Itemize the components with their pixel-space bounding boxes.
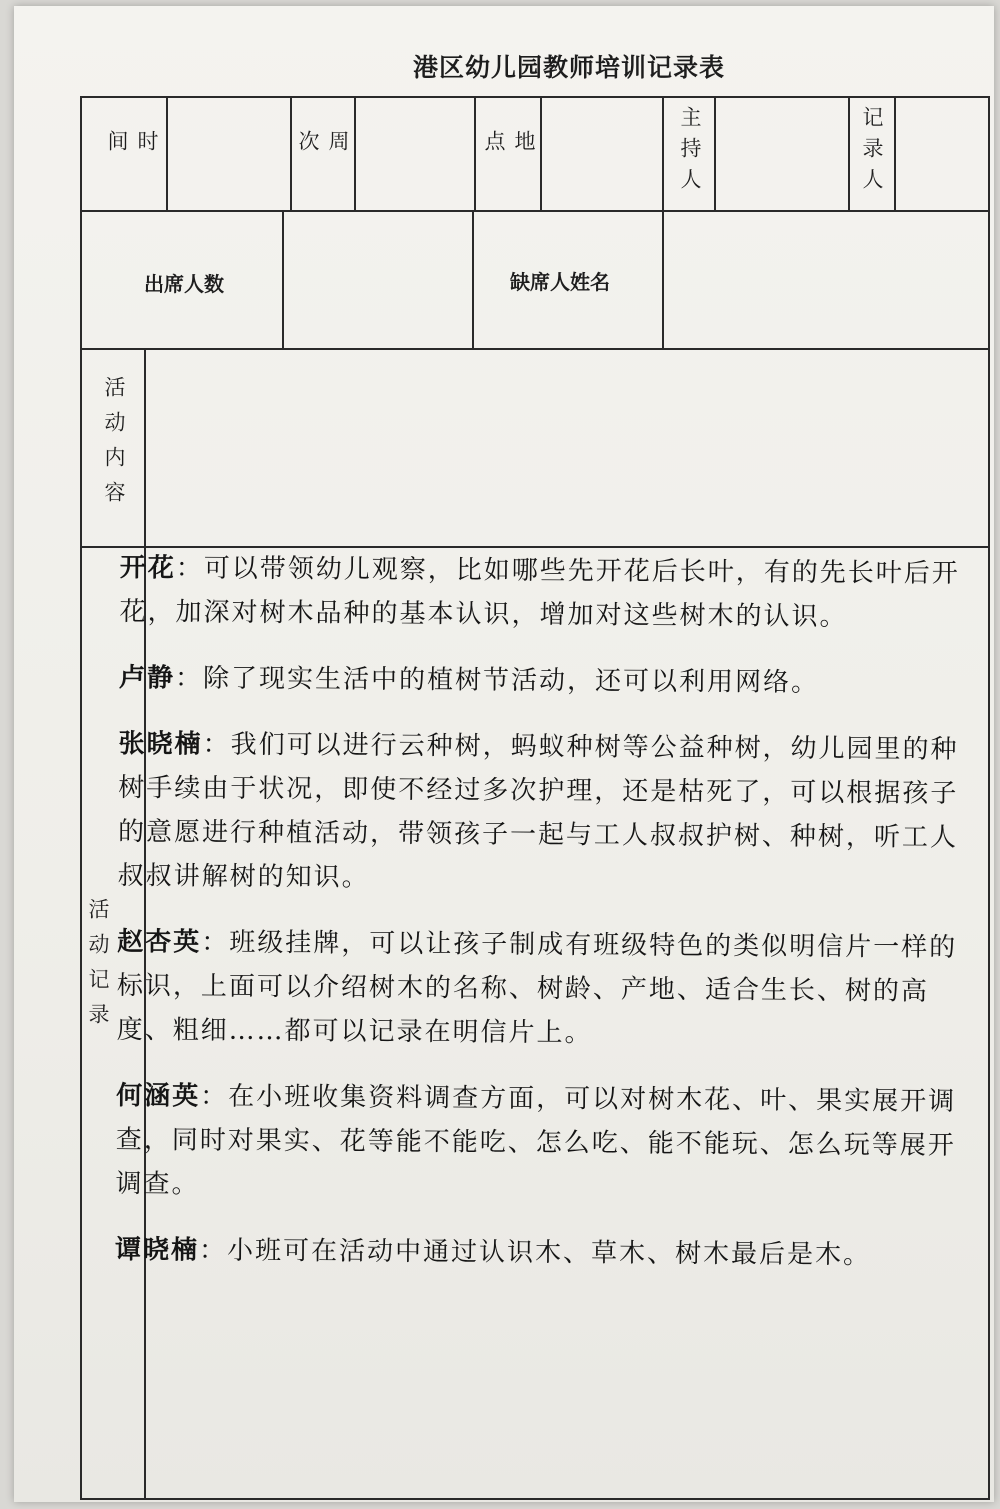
col-divider <box>662 98 664 210</box>
col-divider <box>662 210 664 348</box>
col-divider <box>282 210 284 348</box>
recorder-label <box>852 106 892 206</box>
note-speaker: 何涵英 <box>116 1080 201 1112</box>
week-label-text: 周次 <box>296 129 350 181</box>
note-text: ：可以带领幼儿观察，比如哪些先开花后长叶，有的先长叶后开花，加深对树木品种的基本认识，增加对这些树木的认识。 <box>119 553 960 633</box>
col-divider <box>540 98 542 210</box>
col-divider <box>166 98 168 210</box>
time-label-text: 时间 <box>105 129 159 181</box>
time-label <box>105 110 159 200</box>
host-label-text: 主持人 <box>678 106 702 199</box>
note-text: ：我们可以进行云种树，蚂蚁种树等公益种树，幼儿园里的种树手续由于状况，即使不经过多次护理，还是枯死了，可以根据孩子的意愿进行种植活动，带领孩子一起与工人叔叔护树、种树，听工人叔叔讲解树的知识。 <box>117 729 959 893</box>
week-label <box>296 110 350 200</box>
note-speaker: 谭晓楠 <box>114 1234 200 1266</box>
note-speaker: 赵杏英 <box>117 926 202 958</box>
note-paragraph <box>119 546 990 640</box>
activity-content-label-text: 活动内容 <box>102 376 126 516</box>
col-divider <box>714 98 716 210</box>
note-text: ：除了现实生活中的植树节活动，还可以利用网络。 <box>174 663 820 698</box>
page-title: 港区幼儿园教师培训记录表 <box>412 53 725 82</box>
note-speaker: 开花 <box>119 552 176 584</box>
note-paragraph <box>119 656 989 706</box>
col-divider <box>474 98 476 210</box>
note-text: ：小班可在活动中通过认识木、草木、树木最后是木。 <box>198 1235 872 1271</box>
note-paragraph <box>118 722 989 904</box>
col-divider <box>472 210 474 348</box>
place-label-text: 地点 <box>482 129 536 181</box>
note-speaker: 卢静 <box>118 662 176 694</box>
col-divider <box>894 98 896 210</box>
handwritten-notes <box>115 546 990 1300</box>
note-text: ：班级挂牌，可以让孩子制成有班级特色的类似明信片一样的标识，上面可以介绍树木的名称、树龄、产地、适合生长、树的高度、粗细……都可以记录在明信片上。 <box>116 927 958 1049</box>
host-label <box>670 106 710 206</box>
place-label <box>482 110 536 200</box>
note-speaker: 张晓楠 <box>118 728 203 760</box>
activity-record-label <box>76 898 120 1058</box>
recorder-label-text: 记录人 <box>860 106 884 199</box>
activity-record-label-text: 活动记录 <box>86 898 110 1038</box>
attendees-label: 出席人数 <box>144 272 224 296</box>
note-paragraph <box>115 1074 986 1212</box>
note-paragraph <box>115 1228 985 1278</box>
col-divider <box>354 98 356 210</box>
row-divider <box>82 210 988 212</box>
col-divider <box>290 98 292 210</box>
row-divider <box>82 348 988 350</box>
col-divider <box>848 98 850 210</box>
activity-content-label <box>92 376 136 536</box>
note-text: ：在小班收集资料调查方面，可以对树木花、叶、果实展开调查，同时对果实、花等能不能吃、怎么吃、能不能玩、怎么玩等展开调查。 <box>115 1081 957 1200</box>
note-paragraph <box>116 920 987 1058</box>
paper-sheet <box>14 6 994 1502</box>
absentees-label: 缺席人姓名 <box>510 270 610 294</box>
